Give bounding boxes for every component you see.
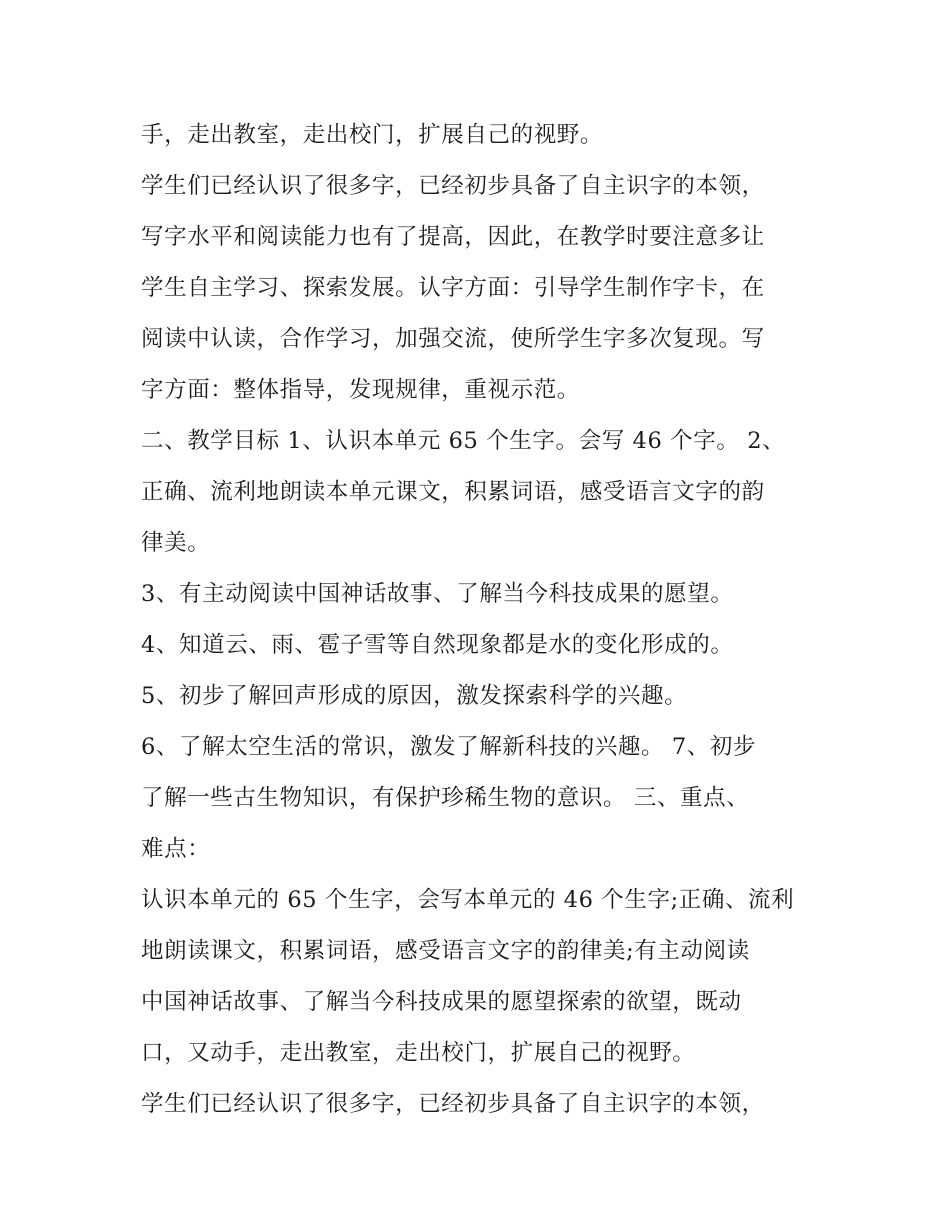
text-line: 律美。 (141, 530, 211, 556)
text-line: 学生自主学习、探索发展。认字方面：引导学生制作字卡，在 (141, 275, 765, 301)
text-line: 字方面：整体指导，发现规律，重视示范。 (141, 377, 580, 403)
text-line: 难点： (141, 836, 211, 862)
document-body (141, 110, 821, 1130)
text-line: 4、知道云、雨、雹子雪等自然现象都是水的变化形成的。 (141, 632, 734, 658)
text-line: 写字水平和阅读能力也有了提高，因此，在教学时要注意多让 (141, 224, 765, 250)
text-line: 3、有主动阅读中国神话故事、了解当今科技成果的愿望。 (141, 581, 734, 607)
text-line: 5、初步了解回声形成的原因，激发探索科学的兴趣。 (141, 683, 688, 709)
text-line: 二、教学目标 1、认识本单元 65 个生字。会写 46 个字。 2、 (141, 428, 786, 454)
text-line: 学生们已经认识了很多字，已经初步具备了自主识字的本领， (141, 1091, 765, 1117)
text-line: 中国神话故事、了解当今科技成果的愿望探索的欲望，既动 (141, 989, 742, 1015)
text-line: 认识本单元的 65 个生字，会写本单元的 46 个生字;正确、流利 (141, 887, 795, 913)
text-line: 了解一些古生物知识，有保护珍稀生物的意识。 三、重点、 (141, 785, 750, 811)
text-line: 学生们已经认识了很多字，已经初步具备了自主识字的本领， (141, 173, 765, 199)
text-line: 手，走出教室，走出校门，扩展自己的视野。 (141, 122, 604, 148)
text-line: 口，又动手，走出教室，走出校门，扩展自己的视野。 (141, 1040, 696, 1066)
text-line: 6、了解太空生活的常识，激发了解新科技的兴趣。 7、初步 (141, 734, 757, 760)
text-line: 正确、流利地朗读本单元课文，积累词语，感受语言文字的韵 (141, 479, 765, 505)
text-line: 地朗读课文，积累词语，感受语言文字的韵律美;有主动阅读 (141, 938, 750, 964)
text-line: 阅读中认读，合作学习，加强交流，使所学生字多次复现。写 (141, 326, 765, 352)
